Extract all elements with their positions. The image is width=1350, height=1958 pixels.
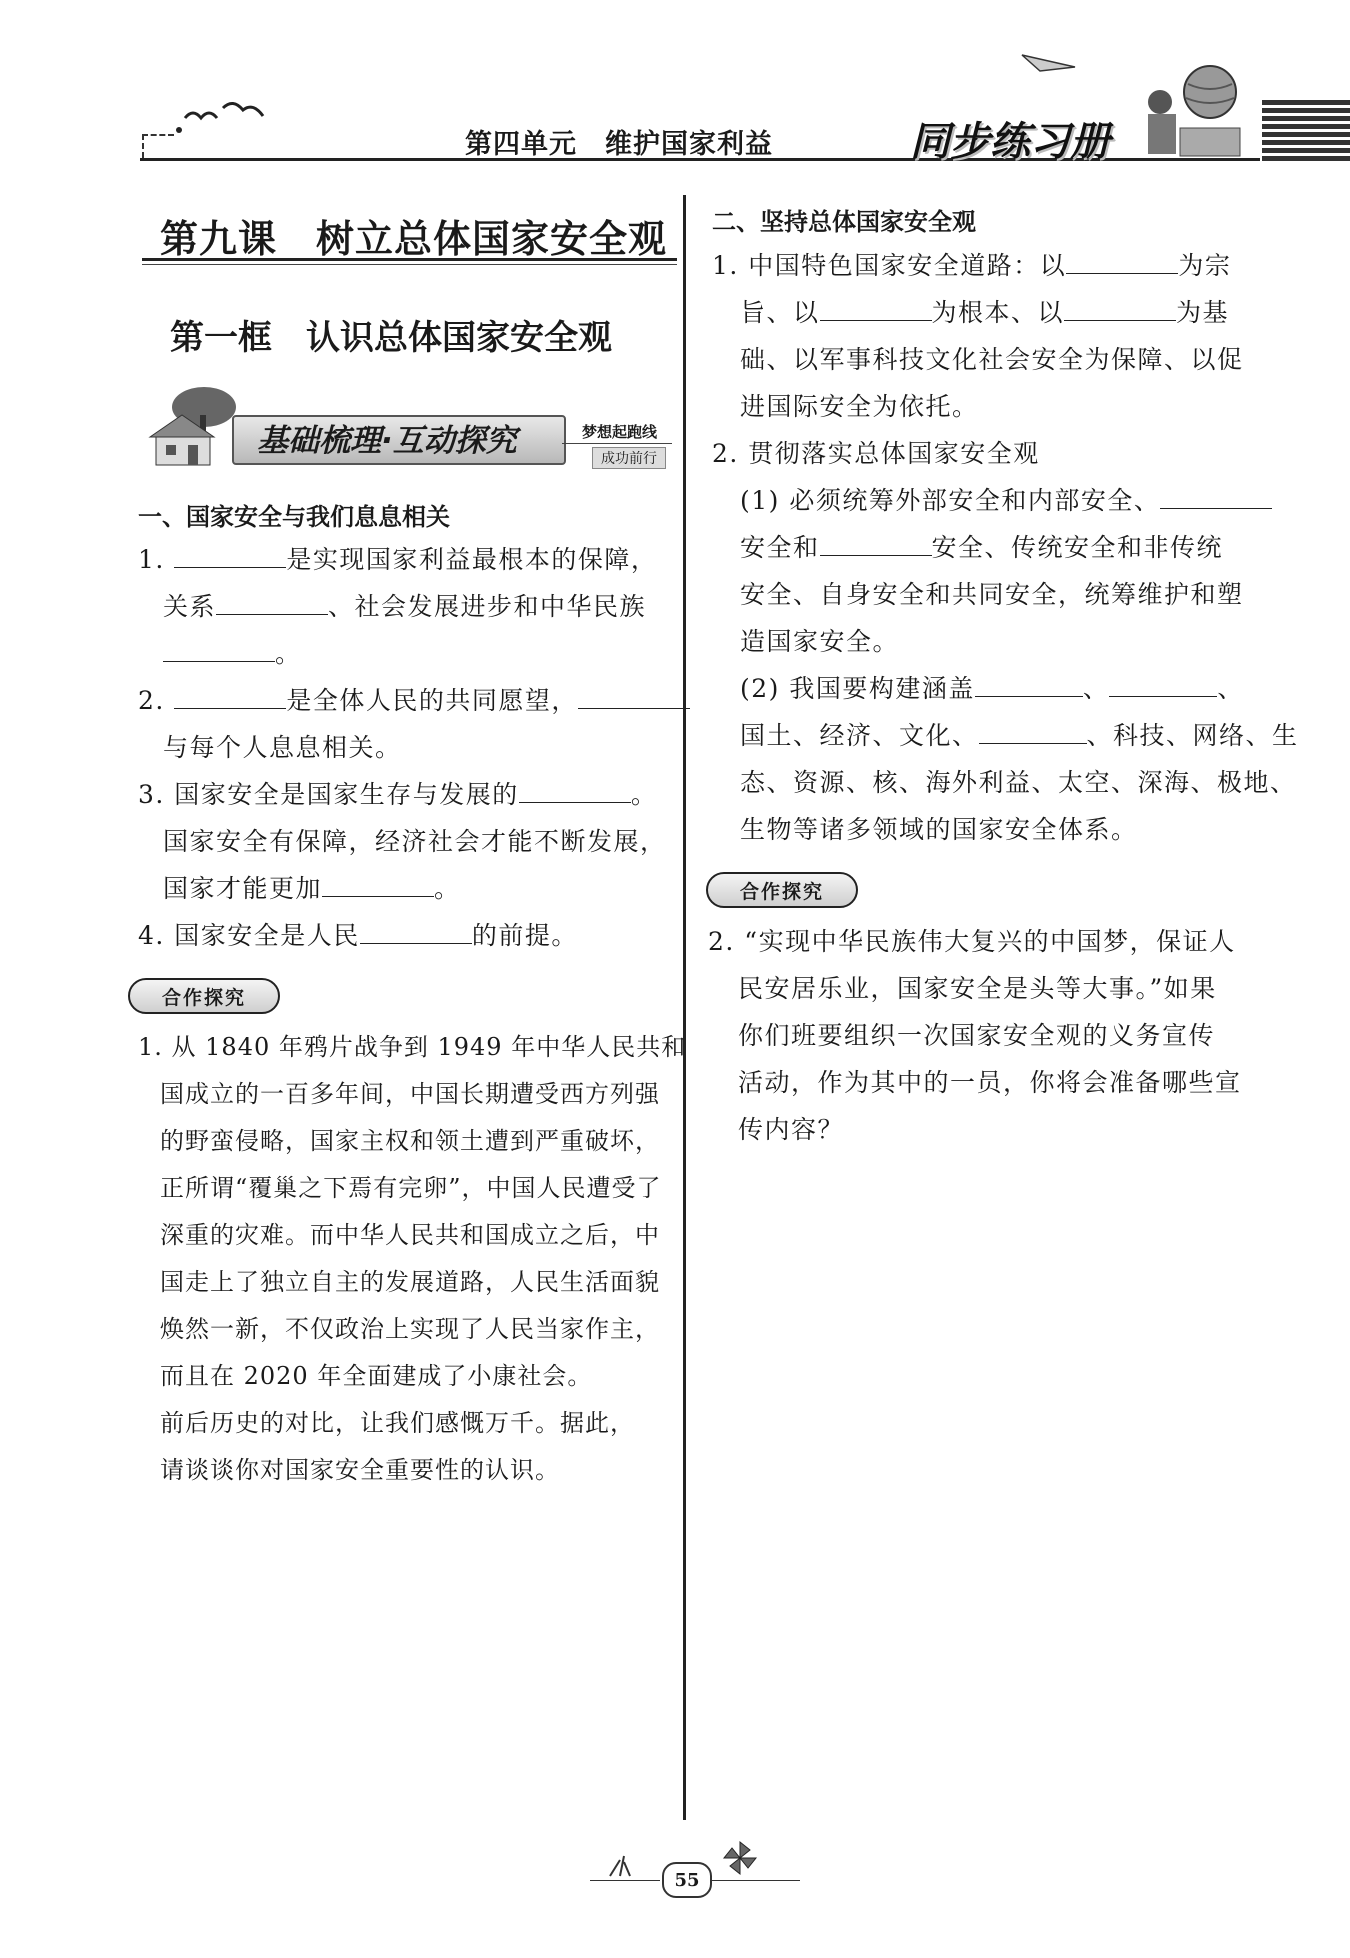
cooperative-inquiry-badge: 合作探究 <box>128 978 280 1014</box>
item-line: (2) 我国要构建涵盖 、 、 <box>712 665 1299 712</box>
answer-blank[interactable] <box>975 670 1083 697</box>
answer-blank[interactable] <box>360 917 472 944</box>
q1-line: 国走上了独立自主的发展道路，人民生活面貌 <box>160 1268 660 1296</box>
question-2 <box>708 918 1242 1153</box>
cooperative-inquiry-badge: 合作探究 <box>706 872 858 908</box>
item-line: 态、资源、核、海外利益、太空、深海、极地、 <box>740 768 1297 797</box>
pinwheel-icon <box>720 1838 760 1878</box>
title-rule <box>142 258 677 261</box>
question-1 <box>138 1024 686 1494</box>
q2-line: 你们班要组织一次国家安全观的义务宣传 <box>738 1021 1216 1050</box>
section-1-heading: 一、国家安全与我们息息相关 <box>138 503 450 531</box>
item-line: 2. 是全体人民的共同愿望， <box>138 677 690 724</box>
header-stripes-decoration <box>1262 100 1350 170</box>
item-line: 旨、以 为根本、以 为基 <box>712 289 1299 336</box>
answer-blank[interactable] <box>1109 670 1217 697</box>
answer-blank[interactable] <box>163 635 275 662</box>
banner-rule <box>562 443 672 444</box>
q1-line: 而且在 2020 年全面建成了小康社会。 <box>160 1362 593 1390</box>
item-line: 生物等诸多领域的国家安全体系。 <box>740 815 1138 844</box>
item-line: (1) 必须统筹外部安全和内部安全、 <box>712 477 1299 524</box>
answer-blank[interactable] <box>820 294 932 321</box>
item-line: 1. 中国特色国家安全道路：以 为宗 <box>712 242 1299 289</box>
title-rule-thin <box>142 264 677 265</box>
page-number: 55 <box>662 1862 712 1898</box>
item-line: 造国家安全。 <box>740 627 900 656</box>
answer-blank[interactable] <box>519 776 631 803</box>
item-line: 础、以军事科技文化社会安全为保障、以促 <box>740 345 1244 374</box>
birds-icon <box>175 98 275 138</box>
item-line: 。 <box>138 630 690 677</box>
header-unit-title: 第四单元 维护国家利益 <box>465 129 773 160</box>
item-line: 关系 、社会发展进步和中华民族 <box>138 583 690 630</box>
footer-rule-right <box>710 1880 800 1881</box>
banner-slogan-2: 成功前行 <box>592 447 666 469</box>
answer-blank[interactable] <box>1066 247 1178 274</box>
item-line: 国家才能更加 。 <box>138 865 690 912</box>
answer-blank[interactable] <box>578 682 690 709</box>
header-corner-decoration <box>142 134 174 158</box>
q1-line: 深重的灾难。而中华人民共和国成立之后，中 <box>160 1221 660 1249</box>
banner-slogan-1: 梦想起跑线 <box>582 423 658 441</box>
paper-plane-icon <box>1020 45 1080 85</box>
q1-line: 前后历史的对比，让我们感慨万千。据此， <box>160 1409 635 1437</box>
answer-blank[interactable] <box>174 682 286 709</box>
item-line: 2. 贯彻落实总体国家安全观 <box>712 439 1040 468</box>
header-brand-title: 同步练习册 <box>910 119 1110 165</box>
q2-line: 传内容？ <box>738 1115 845 1144</box>
answer-blank[interactable] <box>216 588 328 615</box>
q1-line: 正所谓“覆巢之下焉有完卵”，中国人民遭受了 <box>160 1174 662 1202</box>
q1-line: 请谈谈你对国家安全重要性的认识。 <box>160 1456 560 1484</box>
answer-blank[interactable] <box>322 870 434 897</box>
lesson-title: 第九课 树立总体国家安全观 <box>160 216 668 261</box>
footer-rule-left <box>590 1880 660 1881</box>
item-line: 1. 是实现国家利益最根本的保障， <box>138 536 690 583</box>
item-line: 安全、自身安全和共同安全，统筹维护和塑 <box>740 580 1244 609</box>
column-divider <box>683 195 686 1820</box>
q1-line: 国成立的一百多年间，中国长期遭受西方列强 <box>160 1080 660 1108</box>
answer-blank[interactable] <box>174 541 286 568</box>
q2-line: 活动，作为其中的一员，你将会准备哪些宣 <box>738 1068 1242 1097</box>
item-line: 国家安全有保障，经济社会才能不断发展， <box>163 827 667 856</box>
q2-line: 民安居乐业，国家安全是头等大事。”如果 <box>738 974 1217 1003</box>
item-line: 安全和 安全、传统安全和非传统 <box>712 524 1299 571</box>
item-line: 国土、经济、文化、 、科技、网络、生 <box>712 712 1299 759</box>
q1-line: 的野蛮侵略，国家主权和领土遭到严重破坏， <box>160 1127 660 1155</box>
section-1-items <box>138 536 690 959</box>
section-2-heading: 二、坚持总体国家安全观 <box>712 208 976 236</box>
answer-blank[interactable] <box>1160 482 1272 509</box>
section-banner <box>142 385 677 470</box>
q1-line: 焕然一新，不仅政治上实现了人民当家作主， <box>160 1315 660 1343</box>
frame-title: 第一框 认识总体国家安全观 <box>170 318 612 358</box>
q1-line: 1. 从 1840 年鸦片战争到 1949 年中华人民共和 <box>138 1033 687 1061</box>
grass-icon <box>600 1850 660 1880</box>
section-2-items <box>712 242 1299 853</box>
answer-blank[interactable] <box>1064 294 1176 321</box>
student-globe-icon <box>1130 62 1250 162</box>
item-line: 进国际安全为依托。 <box>740 392 979 421</box>
q2-line: 2. “实现中华民族伟大复兴的中国梦，保证人 <box>708 927 1236 956</box>
banner-title: 基础梳理·互动探究 <box>257 423 517 459</box>
answer-blank[interactable] <box>820 529 932 556</box>
item-line: 3. 国家安全是国家生存与发展的 。 <box>138 771 690 818</box>
item-line: 与每个人息息相关。 <box>163 733 402 762</box>
answer-blank[interactable] <box>979 717 1087 744</box>
item-line: 4. 国家安全是人民 的前提。 <box>138 912 690 959</box>
